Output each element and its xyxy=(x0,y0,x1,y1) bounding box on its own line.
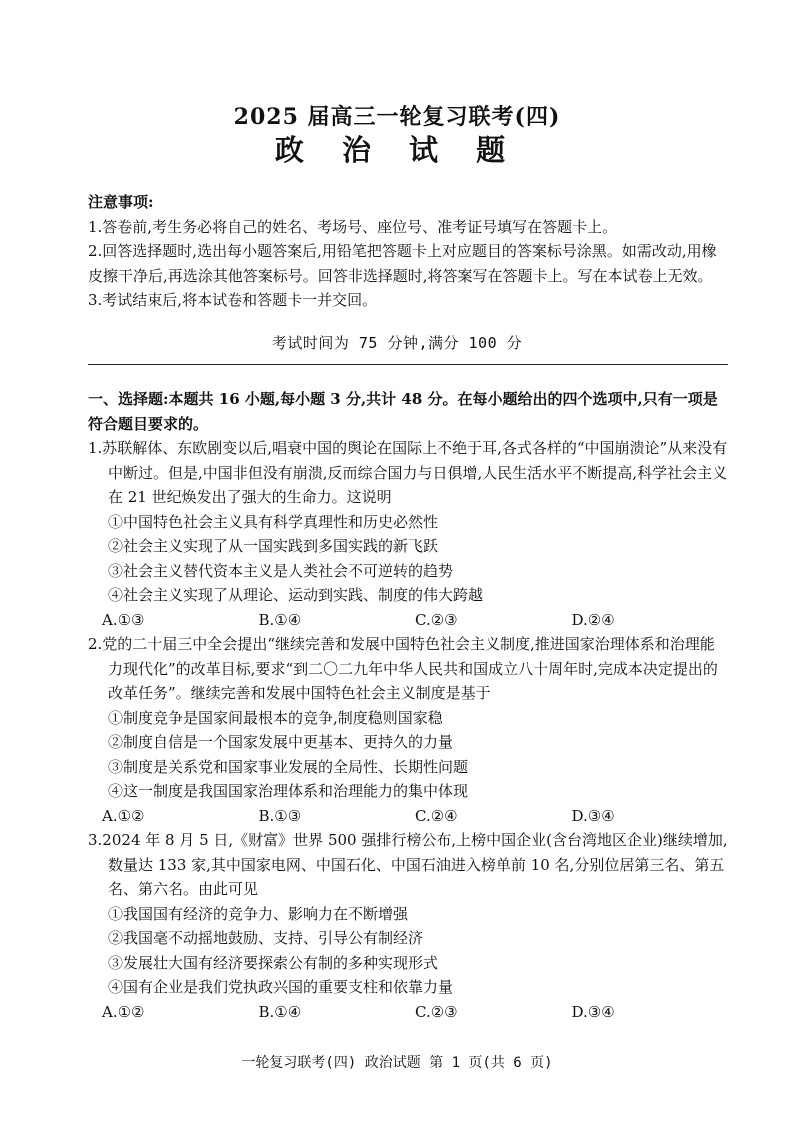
option-a: A.①③ xyxy=(102,610,145,629)
option-b: B.①③ xyxy=(258,806,302,825)
statement: ③发展壮大国有经济要探索公有制的多种实现形式 xyxy=(108,953,439,972)
question-3 xyxy=(88,828,728,1024)
answer-options xyxy=(88,1000,728,1025)
instructions xyxy=(88,190,728,313)
statement: ①中国特色社会主义具有科学真理性和历史必然性 xyxy=(108,512,439,531)
statement: ①制度竞争是国家间最根本的竞争,制度稳则国家稳 xyxy=(108,708,443,727)
option-c: C.②④ xyxy=(415,806,458,825)
exam-time-info: 考试时间为 75 分钟,满分 100 分 xyxy=(271,334,523,352)
statement: ③制度是关系党和国家事业发展的全局性、长期性问题 xyxy=(108,757,469,776)
question-stem: 2.党的二十届三中全会提出“继续完善和发展中国特色社会主义制度,推进国家治理体系和治理能力现代化”的改革目标,要求“到二〇二九年中华人民共和国成立八十周年时,完成本决定提出的改革任务”。继续完善和发展中国特色社会主义制度是基于 xyxy=(88,635,718,702)
answer-options xyxy=(88,608,728,633)
question-2 xyxy=(88,632,728,828)
exam-title: 2025 届高三一轮复习联考(四) xyxy=(233,104,561,130)
statement: ②制度自信是一个国家发展中更基本、更持久的力量 xyxy=(108,733,454,751)
instruction-item: 2.回答选择题时,选出每小题答案后,用铅笔把答题卡上对应题目的答案标号涂黑。如需改动,用橡皮擦干净后,再选涂其他答案标号。回答非选择题时,将答案写在答题卡上。写在本试卷上无效。 xyxy=(88,242,717,285)
option-d: D.②④ xyxy=(571,610,615,629)
question-stem: 1.苏联解体、东欧剧变以后,唱衰中国的舆论在国际上不绝于耳,各式各样的“中国崩溃论”从来没有中断过。但是,中国非但没有崩溃,反而综合国力与日俱增,人民生活水平不断提高,科学社会主义在 21 世纪焕发出了强大的生命力。这说明 xyxy=(88,439,728,506)
question-stem: 3.2024 年 8 月 5 日,《财富》世界 500 强排行榜公布,上榜中国企业(含台湾地区企业)继续增加,数量达 133 家,其中国家电网、中国石化、中国石油进入榜单前 10 名,分别位居第三名、第五名、第六名。由此可见 xyxy=(88,831,728,898)
option-b: B.①④ xyxy=(258,610,302,629)
option-a: A.①② xyxy=(102,806,145,825)
option-a: A.①② xyxy=(102,1002,145,1021)
statement: ②社会主义实现了从一国实践到多国实践的新飞跃 xyxy=(108,537,439,555)
statement: ④国有企业是我们党执政兴国的重要支柱和依靠力量 xyxy=(108,978,454,996)
option-c: C.②③ xyxy=(415,1002,458,1021)
statement: ③社会主义替代资本主义是人类社会不可逆转的趋势 xyxy=(108,561,454,580)
option-c: C.②③ xyxy=(415,610,458,629)
instruction-item: 1.答卷前,考生务必将自己的姓名、考场号、座位号、准考证号填写在答题卡上。 xyxy=(88,217,618,236)
statement: ①我国国有经济的竞争力、影响力在不断增强 xyxy=(108,904,409,923)
questions-area xyxy=(88,387,728,1024)
instructions-heading: 注意事项: xyxy=(88,193,154,211)
instruction-item: 3.考试结束后,将本试卷和答题卡一并交回。 xyxy=(88,291,378,309)
answer-options xyxy=(88,804,728,829)
page-footer: 一轮复习联考(四) 政治试题 第 1 页(共 6 页) xyxy=(241,1055,553,1071)
option-b: B.①④ xyxy=(258,1002,302,1021)
divider xyxy=(88,364,728,365)
section-heading: 一、选择题:本题共 16 小题,每小题 3 分,共计 48 分。在每小题给出的四个选项中,只有一项是符合题目要求的。 xyxy=(88,390,718,433)
statement: ④这一制度是我国国家治理体系和治理能力的集中体现 xyxy=(108,782,469,800)
option-d: D.③④ xyxy=(571,806,615,825)
statement: ④社会主义实现了从理论、运动到实践、制度的伟大跨越 xyxy=(108,586,484,604)
option-d: D.③④ xyxy=(571,1002,615,1021)
subject-title: 政 治 试 题 xyxy=(274,133,520,167)
statement: ②我国毫不动摇地鼓励、支持、引导公有制经济 xyxy=(108,929,424,947)
question-1 xyxy=(88,436,728,632)
